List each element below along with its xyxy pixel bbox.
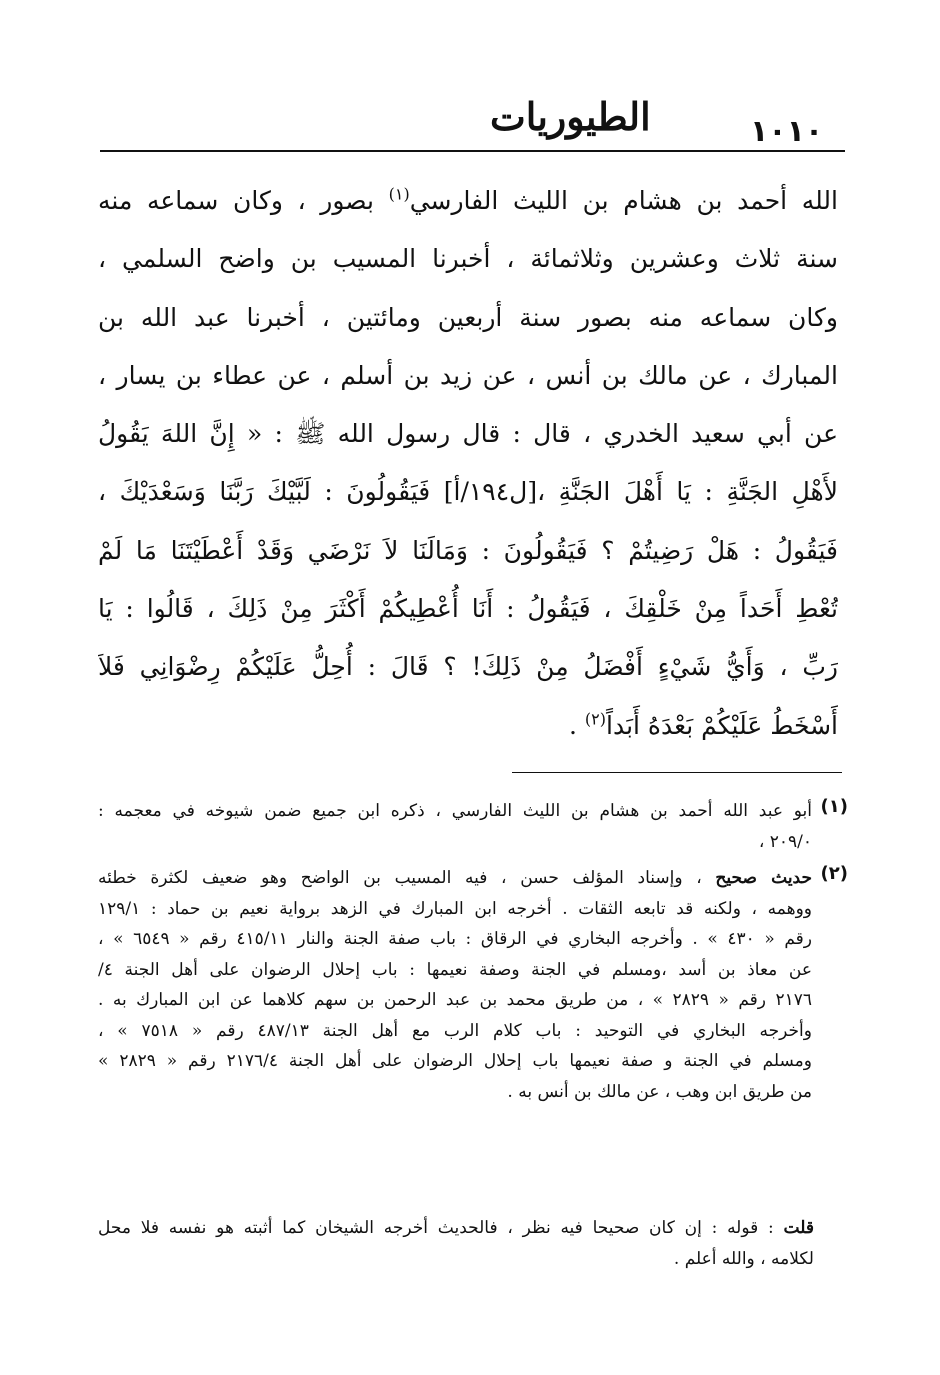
text-line: المبارك ، عن مالك بن أنس ، عن زيد بن أسلم ، عن عطاء بن يسار ،: [98, 360, 838, 390]
text-line: أَسْخَطُ عَلَيْكُمْ بَعْدَهُ أَبَداً$^{(٢)}$ .: [569, 709, 838, 740]
comment-line: لكلامه ، والله أعلم .: [673, 1248, 814, 1269]
footnote-number: (١): [820, 796, 848, 817]
footnote-grade: حديث صحيح: [715, 868, 812, 888]
header-rule: [100, 150, 845, 152]
footnote-separator: [512, 772, 842, 773]
main-text: [98, 172, 838, 755]
footnote-line: من طريق ابن وهب ، عن مالك بن أنس به .: [507, 1081, 812, 1102]
footnotes: [98, 796, 848, 1113]
footnote-line: وأخرجه البخاري في التوحيد : باب كلام الرب مع أهل الجنة ٤٨٧/١٣ رقم « ٧٥١٨ » ،: [98, 1020, 812, 1041]
footnote-line: أبو عبد الله أحمد بن هشام بن الليث الفارسي ، ذكره ابن جميع ضمن شيوخه في معجمه :: [98, 801, 812, 821]
text-line: عن أبي سعيد الخدري ، قال : قال رسول الله ﷺ : « إِنَّ اللهَ يَقُولُ: [98, 419, 838, 449]
footnote-line: ووهمه ، ولكنه قد تابعه الثقات . أخرجه ابن المبارك في الزهد برواية نعيم بن حماد : ١٢٩/١: [98, 898, 812, 919]
text-line: وكان سماعه منه بصور سنة أربعين ومائتين ، أخبرنا عبد الله بن: [98, 302, 838, 332]
text-line: فَيَقُولُ : هَلْ رَضِيتُمْ ؟ فَيَقُولُونَ : وَمَالَنَا لاَ نَرْضَي وَقَدْ أَعْطَيْتَنَا مَا لَمْ: [98, 535, 838, 565]
book-title: الطيوريات: [490, 94, 651, 139]
footnote-line: ٢١٧٦ رقم « ٢٨٢٩ » ، من طريق محمد بن عبد الرحمن بن سهم كلاهما عن ابن المبارك به .: [98, 990, 812, 1010]
footnote-2: [98, 863, 848, 1107]
footnote-number: (٢): [820, 863, 848, 884]
text-line: سنة ثلاث وعشرين وثلاثمائة ، أخبرنا المسيب بن واضح السلمي ،: [98, 244, 838, 274]
text-line: تُعْطِ أَحَداً مِنْ خَلْقِكَ ، فَيَقُولُ : أَنَا أُعْطِيكُمْ أَكْثَرَ مِنْ ذَلِكَ ، قَالُوا : يَا: [98, 594, 838, 624]
page-number: ١٠١٠: [750, 114, 824, 149]
footnote-line: رقم « ٤٣٠ » . وأخرجه البخاري في الرقاق : باب صفة الجنة والنار ٤١٥/١١ رقم « ٦٥٤٩ » ،: [98, 929, 812, 949]
footnote-ref: (١): [388, 184, 410, 204]
editor-comment: [98, 1213, 814, 1274]
comment-line: قلت : قوله : إن كان صحيحا فيه نظر ، فالحديث أخرجه الشيخان كما أثبته هو نفسه فلا محل: [98, 1218, 814, 1238]
text-line: الله أحمد بن هشام بن الليث الفارسي$^{(١)}$ بصور ، وكان سماعه منه: [98, 184, 838, 215]
page-header: [100, 92, 845, 154]
footnote-1: [98, 796, 848, 857]
footnote-line: عن معاذ بن أسد ،ومسلم في الجنة وصفة نعيمها : باب إحلال الرضوان على أهل الجنة ٤/: [98, 959, 812, 980]
comment-lead: قلت: [783, 1218, 814, 1238]
footnote-line: ومسلم في الجنة و صفة نعيمها باب إحلال الرضوان على أهل الجنة ٢١٧٦/٤ رقم « ٢٨٢٩ »: [98, 1051, 812, 1071]
footnote-line: حديث صحيح ، وإسناد المؤلف حسن ، فيه المسيب بن الواضح وهو ضعيف لكثرة خطئه: [98, 868, 812, 888]
footnote-line: ٢٠٩/٠ ،: [758, 831, 812, 852]
text-line: لأَهْلِ الجَنَّةِ : يَا أَهْلَ الجَنَّةِ ،[ل١٩٤/أ] فَيَقُولُونَ : لَبَّيْكَ رَبَّنَا وَسَعْدَيْكَ ،: [98, 477, 838, 507]
footnote-ref: (٢): [584, 709, 606, 729]
text-line: رَبِّ ، وَأَيُّ شَيْءٍ أَفْضَلُ مِنْ ذَلِكَ! ؟ قَالَ : أُحِلُّ عَلَيْكُمْ رِضْوَانِي فَلاَ: [98, 652, 838, 682]
